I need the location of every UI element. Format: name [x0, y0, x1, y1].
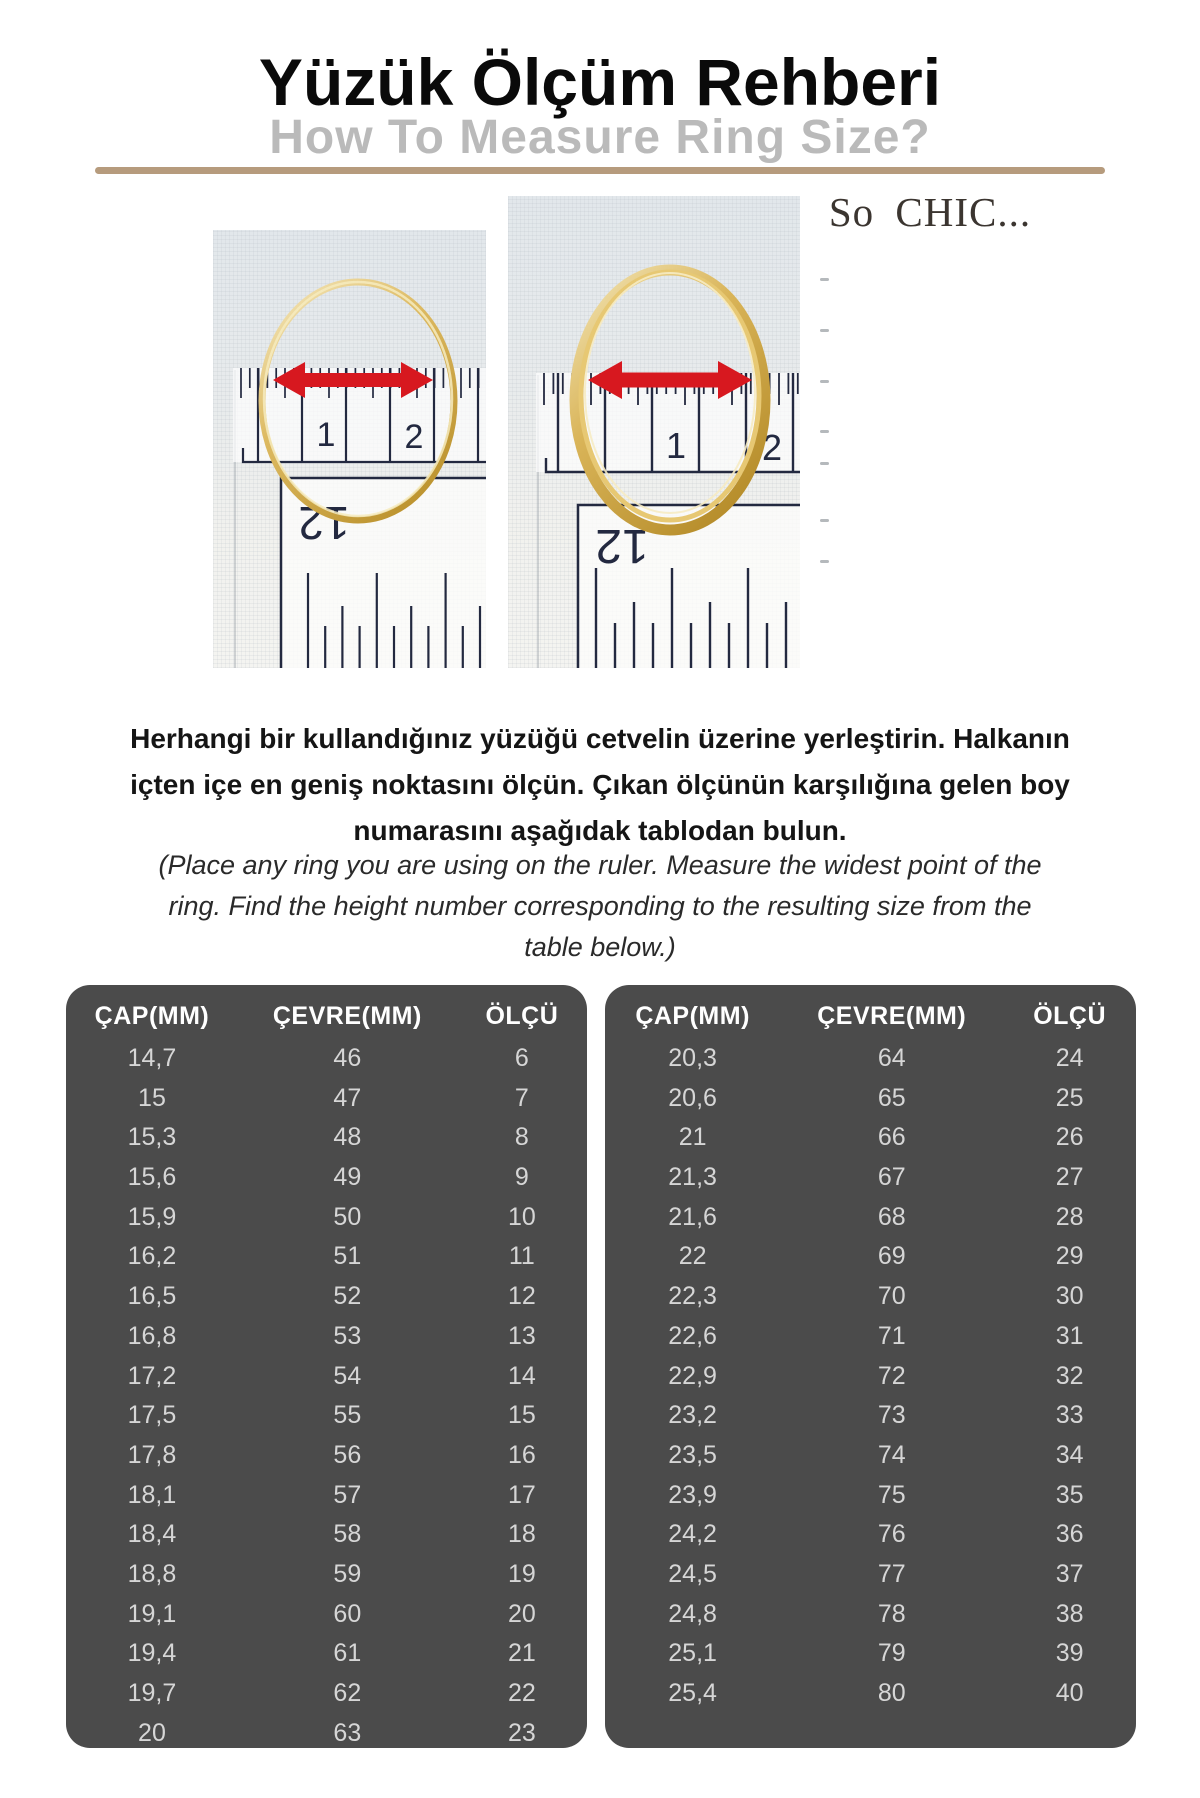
table-cell: 18,1 [127, 1480, 177, 1509]
table-cell: 15,6 [127, 1163, 177, 1192]
table-row [66, 1118, 587, 1158]
table-cell: 63 [333, 1718, 362, 1747]
table-cell: 76 [877, 1520, 906, 1549]
column-header-circumference: ÇEVRE(MM) [817, 1001, 967, 1030]
table-cell: 15,9 [127, 1202, 177, 1231]
table-row [66, 1198, 587, 1238]
ruler-number-12-rotated: 12 [595, 519, 649, 572]
table-cell: 24,8 [668, 1599, 717, 1628]
table-cell: 31 [1055, 1321, 1084, 1350]
table-cell: 16,8 [127, 1321, 177, 1350]
table-cell: 22,6 [668, 1321, 717, 1350]
table-cell: 74 [877, 1440, 906, 1469]
table-cell: 14,7 [127, 1044, 177, 1072]
page-subtitle: How To Measure Ring Size? [269, 111, 931, 164]
table-row [605, 1396, 1136, 1436]
table-cell: 37 [1055, 1559, 1084, 1588]
table-cell: 66 [877, 1123, 906, 1152]
table-cell: 57 [333, 1480, 362, 1509]
table-row [66, 1237, 587, 1277]
table-cell: 15 [507, 1401, 536, 1430]
table-row [605, 1515, 1136, 1555]
table-row [66, 1674, 587, 1714]
table-cell: 58 [333, 1520, 362, 1549]
instructions-english [0, 845, 1200, 968]
table-row [66, 1277, 587, 1317]
table-cell: 62 [333, 1679, 362, 1707]
table-cell: 15 [138, 1083, 166, 1112]
table-row [605, 1237, 1136, 1277]
table-cell: 10 [507, 1202, 536, 1231]
table-cell: 78 [877, 1599, 906, 1628]
column-header-diameter: ÇAP(MM) [635, 1001, 750, 1030]
table-cell: 65 [877, 1083, 906, 1112]
table-cell: 73 [877, 1401, 906, 1430]
table-row [605, 1555, 1136, 1595]
instruction-line: (Place any ring you are using on the ruler. Measure the widest point of the [158, 850, 1042, 880]
paper-mark [820, 430, 829, 433]
table-row [66, 1039, 587, 1079]
table-cell: 56 [333, 1440, 362, 1469]
table-cell: 23,5 [668, 1440, 717, 1469]
table-cell: 68 [877, 1202, 906, 1231]
page-title: Yüzük Ölçüm Rehberi [258, 45, 942, 119]
table-row [605, 1674, 1136, 1714]
instructions-turkish [0, 716, 1200, 854]
table-cell: 75 [877, 1480, 906, 1509]
table-row [66, 1634, 587, 1674]
table-row [66, 1079, 587, 1119]
table-cell: 22 [507, 1679, 536, 1707]
table-row [605, 1158, 1136, 1198]
table-cell: 34 [1055, 1440, 1084, 1469]
ring-photo-thin-band [213, 230, 486, 668]
instruction-line: Herhangi bir kullandığınız yüzüğü cetvelin üzerine yerleştirin. Halkanın [130, 723, 1070, 754]
table-cell: 17,2 [127, 1361, 177, 1390]
table-body [605, 1039, 1136, 1714]
table-row [66, 1476, 587, 1516]
table-cell: 27 [1055, 1163, 1084, 1192]
table-row [66, 1158, 587, 1198]
table-row [66, 1555, 587, 1595]
table-row [605, 1079, 1136, 1119]
table-cell: 22 [678, 1242, 707, 1271]
instruction-line: ring. Find the height number corresponding to the resulting size from the [168, 891, 1032, 921]
table-cell: 50 [333, 1202, 362, 1231]
table-cell: 16 [507, 1440, 536, 1469]
table-cell: 60 [333, 1599, 362, 1628]
paper-mark [820, 329, 829, 332]
paper-mark [820, 462, 829, 465]
paper-mark [820, 519, 829, 522]
table-cell: 16,5 [127, 1282, 177, 1311]
table-cell: 61 [333, 1639, 362, 1668]
table-cell: 20,3 [668, 1044, 717, 1072]
table-row [66, 1595, 587, 1635]
table-cell: 25,1 [668, 1639, 717, 1668]
table-cell: 19,7 [127, 1679, 177, 1707]
table-cell: 54 [333, 1361, 362, 1390]
table-cell: 9 [514, 1163, 529, 1192]
table-cell: 52 [333, 1282, 362, 1311]
table-cell: 29 [1055, 1242, 1084, 1271]
table-cell: 22,3 [668, 1282, 717, 1311]
table-row [605, 1198, 1136, 1238]
table-cell: 26 [1055, 1123, 1084, 1152]
table-cell: 12 [507, 1282, 536, 1311]
instruction-line: table below.) [524, 932, 676, 962]
table-cell: 22,9 [668, 1361, 717, 1390]
table-cell: 8 [514, 1123, 529, 1152]
table-cell: 25 [1055, 1083, 1084, 1112]
table-row [66, 1357, 587, 1397]
table-cell: 69 [877, 1242, 906, 1271]
table-row [605, 1357, 1136, 1397]
table-cell: 21,3 [668, 1163, 717, 1192]
table-row [605, 1317, 1136, 1357]
table-header-row [605, 985, 1136, 1039]
ruler-number-12-rotated: 12 [298, 497, 350, 549]
table-cell: 64 [877, 1044, 906, 1072]
table-cell: 23 [507, 1718, 536, 1747]
table-cell: 11 [508, 1242, 535, 1271]
column-header-diameter: ÇAP(MM) [94, 1001, 210, 1030]
table-cell: 36 [1055, 1520, 1084, 1549]
table-cell: 24,2 [668, 1520, 717, 1549]
table-cell: 30 [1055, 1282, 1084, 1311]
ruler-number-2: 2 [404, 418, 424, 456]
table-cell: 17,8 [127, 1440, 177, 1469]
table-cell: 21 [678, 1123, 707, 1152]
table-cell: 35 [1055, 1480, 1084, 1509]
table-cell: 71 [877, 1321, 906, 1350]
paper-mark [820, 380, 829, 383]
table-cell: 24 [1055, 1044, 1084, 1072]
table-body [66, 1039, 587, 1748]
table-cell: 14 [507, 1361, 536, 1390]
table-cell: 38 [1055, 1599, 1084, 1628]
table-cell: 40 [1055, 1679, 1084, 1707]
paper-mark [820, 278, 829, 281]
table-row [605, 1634, 1136, 1674]
ring-photo-wide-band [508, 196, 800, 668]
size-table-left [66, 985, 587, 1748]
table-cell: 51 [333, 1242, 362, 1271]
table-cell: 48 [333, 1123, 362, 1152]
table-cell: 15,3 [127, 1123, 177, 1152]
table-cell: 18,4 [127, 1520, 177, 1549]
table-cell: 20 [507, 1599, 536, 1628]
table-cell: 18 [507, 1520, 536, 1549]
table-cell: 21 [507, 1639, 536, 1668]
table-row [66, 1515, 587, 1555]
table-cell: 70 [877, 1282, 906, 1311]
table-cell: 17 [507, 1480, 536, 1509]
table-cell: 39 [1055, 1639, 1084, 1668]
brand-logo: So CHIC... [828, 189, 1032, 235]
table-cell: 49 [333, 1163, 362, 1192]
table-cell: 19 [507, 1559, 536, 1588]
ruler-number-1: 1 [316, 416, 336, 454]
table-cell: 53 [333, 1321, 362, 1350]
table-row [605, 1476, 1136, 1516]
table-cell: 28 [1055, 1202, 1084, 1231]
table-header-row [66, 985, 587, 1039]
table-cell: 23,2 [668, 1401, 717, 1430]
table-cell: 16,2 [127, 1242, 177, 1271]
instruction-line: numarasını aşağıdak tablodan bulun. [353, 815, 847, 846]
table-cell: 67 [877, 1163, 906, 1192]
ruler-number-1: 1 [665, 425, 687, 466]
table-cell: 6 [514, 1044, 529, 1072]
table-cell: 20 [138, 1718, 166, 1747]
table-row [605, 1039, 1136, 1079]
table-cell: 25,4 [668, 1679, 717, 1707]
table-cell: 19,4 [127, 1639, 177, 1668]
table-row [66, 1436, 587, 1476]
table-cell: 20,6 [668, 1083, 717, 1112]
table-cell: 47 [333, 1083, 362, 1112]
divider-rule [95, 167, 1105, 174]
table-row [605, 1277, 1136, 1317]
instruction-line: içten içe en geniş noktasını ölçün. Çıkan ölçünün karşılığına gelen boy [130, 769, 1070, 800]
table-cell: 19,1 [127, 1599, 177, 1628]
table-cell: 55 [333, 1401, 362, 1430]
ruler-number-2: 2 [761, 427, 783, 468]
table-cell: 32 [1055, 1361, 1084, 1390]
ring-photo-right-graphic [508, 196, 800, 668]
table-cell: 17,5 [127, 1401, 177, 1430]
table-row [605, 1436, 1136, 1476]
table-row [66, 1714, 587, 1748]
column-header-size: ÖLÇÜ [1033, 1001, 1107, 1030]
table-cell: 13 [507, 1321, 536, 1350]
table-cell: 46 [333, 1044, 362, 1072]
table-row [66, 1317, 587, 1357]
table-cell: 59 [333, 1559, 362, 1588]
table-cell: 80 [877, 1679, 906, 1707]
size-table-right [605, 985, 1136, 1748]
table-cell: 21,6 [668, 1202, 717, 1231]
table-cell: 72 [877, 1361, 906, 1390]
table-cell: 24,5 [668, 1559, 717, 1588]
table-cell: 18,8 [127, 1559, 177, 1588]
ring-photo-left-graphic [213, 230, 486, 668]
table-row [66, 1396, 587, 1436]
table-cell: 23,9 [668, 1480, 717, 1509]
table-cell: 77 [877, 1559, 906, 1588]
table-cell: 7 [514, 1083, 529, 1112]
column-header-size: ÖLÇÜ [485, 1001, 559, 1030]
column-header-circumference: ÇEVRE(MM) [272, 1001, 422, 1030]
table-cell: 33 [1055, 1401, 1084, 1430]
table-row [605, 1595, 1136, 1635]
table-cell: 79 [877, 1639, 906, 1668]
table-row [605, 1118, 1136, 1158]
paper-mark [820, 560, 829, 563]
